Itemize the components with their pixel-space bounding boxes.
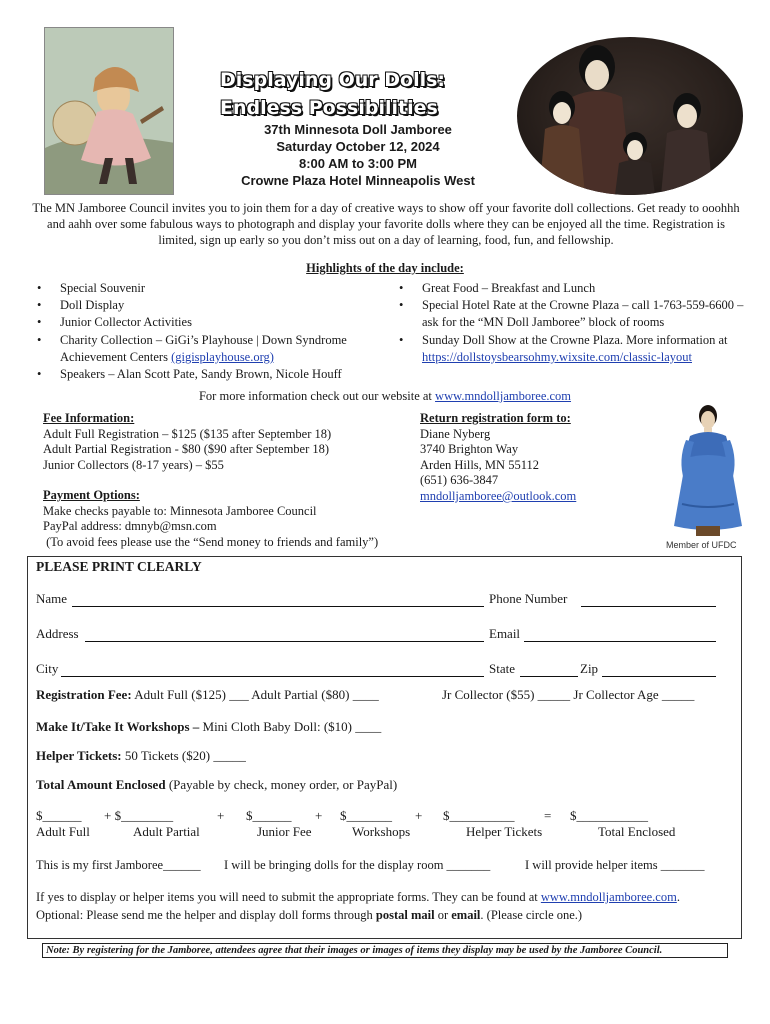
vintage-girl-illustration (44, 27, 174, 195)
payment-options (43, 488, 423, 550)
total-note: (Payable by check, money order, or PayPal) (168, 777, 398, 792)
gigisplayhouse-link[interactable]: (gigisplayhouse.org) (171, 349, 274, 364)
list-item (37, 332, 377, 366)
page-title (220, 66, 520, 122)
registration-fee-row (36, 687, 379, 703)
fee-line: Junior Collectors (8-17 years) – $55 (43, 457, 224, 472)
sum-label: Helper Tickets (466, 824, 543, 839)
website-link[interactable]: www.mndolljamboree.com (435, 389, 572, 403)
list-item: • Great Food – Breakfast and Lunch (399, 280, 744, 297)
list-item: • Junior Collector Activities (37, 314, 377, 331)
list-item (399, 332, 744, 366)
total-label: Total Amount Enclosed (36, 777, 166, 792)
city-label: City (36, 661, 59, 676)
sum-plus: + (315, 808, 323, 823)
sum-adult-full[interactable]: $______ (36, 808, 82, 823)
highlights-left-list (37, 280, 377, 383)
consent-note: Note: By registering for the Jamboree, attendees agree that their images or images of items they display may be used by the Jamboree Council. (42, 943, 728, 958)
list-item: • Doll Display (37, 297, 377, 314)
blue-dress-doll-photo (672, 404, 744, 538)
email-label: Email (489, 626, 521, 641)
workshop-label: Make It/Take It Workshops – (36, 719, 200, 734)
reg-jr-collector-field[interactable]: Jr Collector ($55) _____ (442, 687, 571, 702)
highlights-right-list (399, 280, 744, 366)
ufdc-member-label: Member of UFDC (666, 540, 737, 550)
payment-line: (To avoid fees please use the “Send money to friends and family”) (43, 534, 379, 549)
phone-label: Phone Number (489, 591, 568, 606)
highlights-title: Highlights of the day include: (306, 261, 464, 275)
state-field[interactable] (520, 676, 578, 677)
state-label: State (489, 661, 515, 676)
title-line-1: Displaying Our Dolls: (220, 69, 446, 91)
event-details (200, 121, 516, 189)
helper-field[interactable]: 50 Tickets ($20) _____ (124, 748, 246, 763)
reg-jr-age-field[interactable]: Jr Collector Age _____ (573, 687, 695, 702)
helper-row (36, 748, 246, 764)
sum-label: Total Enclosed (598, 824, 676, 839)
reg-adult-partial-field[interactable]: Adult Partial ($80) ____ (251, 687, 379, 702)
city-field[interactable] (61, 676, 484, 677)
sum-equals: = (544, 808, 552, 823)
sum-plus: + (415, 808, 423, 823)
event-name: 37th Minnesota Doll Jamboree (264, 122, 452, 137)
optional-line (36, 908, 582, 923)
first-jamboree-field[interactable]: This is my first Jamboree______ (36, 858, 201, 872)
address-field[interactable] (85, 641, 484, 642)
optional-text: Optional: Please send me the helper and display doll forms through (36, 908, 376, 922)
return-heading: Return registration form to: (420, 411, 571, 425)
doll-show-link[interactable]: https://dollstoysbearsohmy.wixsite.com/classic-layout (422, 349, 692, 364)
doll-show-text: Sunday Doll Show at the Crowne Plaza. More information at (422, 332, 728, 347)
bringing-dolls-field[interactable]: I will be bringing dolls for the display room _______ (224, 858, 491, 872)
phone-field[interactable] (581, 606, 716, 607)
sum-label: Junior Fee (257, 824, 312, 839)
fee-line: Adult Partial Registration - $80 ($90 after September 18) (43, 442, 330, 457)
zip-field[interactable] (602, 676, 716, 677)
reg-jr-row (442, 687, 694, 703)
list-item: • Speakers – Alan Scott Pate, Sandy Brown, Nicole Houff (37, 366, 377, 383)
sum-adult-partial[interactable]: + $________ (104, 808, 174, 823)
email-option[interactable]: email (451, 908, 481, 922)
sum-label: Workshops (352, 824, 411, 839)
payment-line: PayPal address: dmnyb@msn.com (43, 519, 217, 534)
return-email-link[interactable]: mndolljamboree@outlook.com (420, 488, 577, 503)
sum-junior-fee[interactable]: $______ (246, 808, 292, 823)
return-line: Arden Hills, MN 55112 (420, 457, 539, 472)
more-info-text: For more information check out our website at (198, 389, 436, 403)
japanese-dolls-photo (517, 37, 743, 195)
event-time: 8:00 AM to 3:00 PM (299, 156, 417, 171)
postal-mail-option[interactable]: postal mail (375, 908, 435, 922)
sum-label: Adult Partial (133, 824, 200, 839)
fee-heading: Fee Information: (43, 411, 135, 425)
return-address (420, 411, 660, 505)
optional-or: or (434, 908, 452, 922)
sum-label: Adult Full (36, 824, 90, 839)
sum-plus: + (217, 808, 225, 823)
list-item: • Special Hotel Rate at the Crowne Plaza – call 1-763-559-6600 – ask for the “MN Doll Jamboree” block of rooms (399, 297, 744, 331)
sum-helper-tickets[interactable]: $__________ (443, 808, 515, 823)
payment-line: Make checks payable to: Minnesota Jamboree Council (43, 503, 317, 518)
helper-items-field[interactable]: I will provide helper items _______ (525, 858, 705, 872)
list-item: • Special Souvenir (37, 280, 377, 297)
name-label: Name (36, 591, 68, 606)
optional-end: . (Please circle one.) (480, 908, 583, 922)
intro-paragraph: The MN Jamboree Council invites you to join them for a day of creative ways to show off your favorite doll collections. Get ready to ooohhh and aahh over some fabulous ways to photograph and display your favorite dolls where they can be enjoyed all the time. Registration is limited, sign up early so you don’t miss out on a day of learning, food, fun, and fellowship. (32, 201, 740, 247)
name-field[interactable] (72, 606, 484, 607)
registration-fee-label: Registration Fee: (36, 687, 132, 702)
address-label: Address (36, 626, 79, 641)
return-line: (651) 636-3847 (420, 473, 499, 488)
print-clearly-heading: PLEASE PRINT CLEARLY (36, 559, 202, 574)
return-line: 3740 Brighton Way (420, 442, 519, 457)
helper-label: Helper Tickets: (36, 748, 122, 763)
payment-heading: Payment Options: (43, 488, 140, 502)
total-row (36, 777, 397, 793)
fee-information (43, 411, 403, 473)
forms-info-text: If yes to display or helper items you will need to submit the appropriate forms. They can be found at (36, 890, 541, 904)
sum-workshops[interactable]: $_______ (340, 808, 392, 823)
zip-label: Zip (580, 661, 599, 676)
forms-info-line: If yes to display or helper items you will need to submit the appropriate forms. They can be found at www.mndolljamboree.com. (36, 890, 680, 904)
workshop-field[interactable]: Mini Cloth Baby Doll: ($10) ____ (202, 719, 382, 734)
email-field[interactable] (524, 641, 716, 642)
title-line-2: Endless Possibilities (220, 97, 438, 119)
fee-line: Adult Full Registration – $125 ($135 after September 18) (43, 426, 332, 441)
sum-total-enclosed[interactable]: $___________ (570, 808, 648, 823)
workshop-row (36, 719, 381, 735)
more-info-line (0, 389, 770, 404)
event-date: Saturday October 12, 2024 (276, 139, 440, 154)
charity-text: Charity Collection – GiGi’s Playhouse | Down Syndrome Achievement Centers (60, 332, 347, 364)
return-line: Diane Nyberg (420, 426, 491, 441)
reg-adult-full-field[interactable]: Adult Full ($125) ___ (134, 687, 249, 702)
forms-website-link[interactable]: www.mndolljamboree.com (540, 890, 677, 904)
event-venue: Crowne Plaza Hotel Minneapolis West (241, 173, 475, 188)
